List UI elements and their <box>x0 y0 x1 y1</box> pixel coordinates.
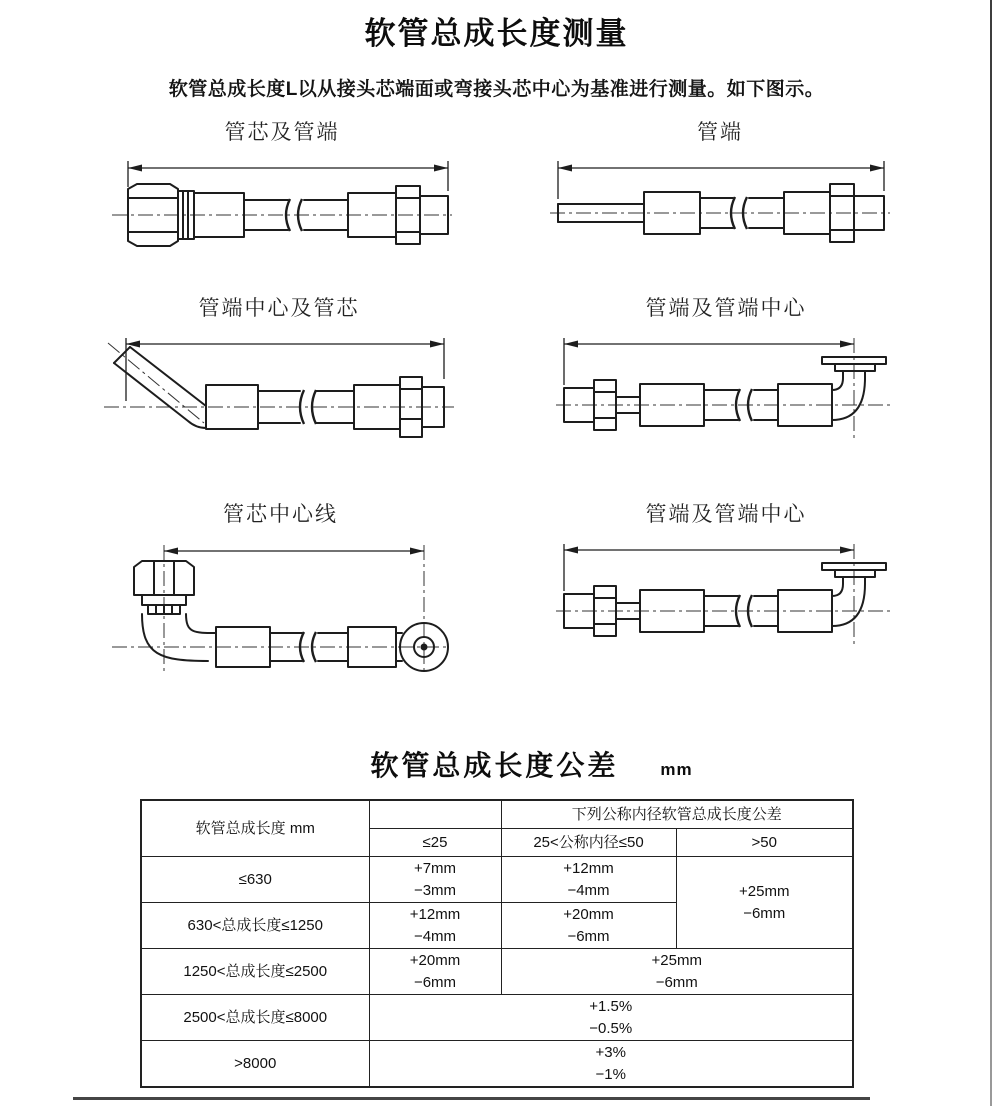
hose-diagram-tube-end <box>550 155 890 250</box>
tolerance-value: +25mm −6mm <box>676 857 853 949</box>
header-group: 下列公称内径软管总成长度公差 <box>501 800 853 829</box>
tolerance-value: +1.5% −0.5% <box>369 995 853 1041</box>
header-bore-25-50: 25<公称内径≤50 <box>501 829 676 857</box>
footer-rule <box>73 1097 870 1100</box>
tolerance-value: +20mm −6mm <box>501 903 676 949</box>
tolerance-value: +25mm −6mm <box>501 949 853 995</box>
diagram-label: 管芯及管端 <box>224 120 340 144</box>
diagram-block-1 <box>112 116 452 250</box>
diagram-block-2 <box>550 116 890 250</box>
row-range: >8000 <box>141 1041 369 1088</box>
hose-diagram-end-and-end-center-2 <box>556 537 896 652</box>
diagram-label: 管芯中心线 <box>223 502 338 526</box>
diagram-block-3 <box>104 292 454 446</box>
diagram-block-5 <box>108 498 453 677</box>
row-range: 1250<总成长度≤2500 <box>141 949 369 995</box>
hose-diagram-end-center-and-core <box>104 331 454 446</box>
tolerance-table <box>140 799 854 1088</box>
intro-text: 软管总成长度L以从接头芯端面或弯接头芯中心为基准进行测量。如下图示。 <box>168 79 825 100</box>
row-range: ≤630 <box>141 857 369 903</box>
hose-diagram-core-centerline <box>108 537 453 677</box>
diagram-label: 管端 <box>697 120 743 144</box>
diagram-block-6 <box>556 498 896 652</box>
header-bore-gt50: >50 <box>676 829 853 857</box>
tolerance-section-title <box>0 744 993 784</box>
diagram-label: 管端及管端中心 <box>645 296 807 320</box>
tolerance-value: +12mm −4mm <box>369 903 501 949</box>
tolerance-value: +3% −1% <box>369 1041 853 1088</box>
header-empty-cell <box>369 800 501 829</box>
unit-label: mm <box>660 760 693 779</box>
diagram-label: 管端中心及管芯 <box>198 296 360 320</box>
tolerance-title: 软管总成长度公差 <box>370 750 619 781</box>
tolerance-value: +7mm −3mm <box>369 857 501 903</box>
hose-diagram-core-and-tube-end <box>112 155 452 250</box>
row-range: 630<总成长度≤1250 <box>141 903 369 949</box>
header-length: 软管总成长度 mm <box>141 800 369 857</box>
page-edge-scan-line <box>990 0 992 1106</box>
tolerance-value: +12mm −4mm <box>501 857 676 903</box>
header-bore-le25: ≤25 <box>369 829 501 857</box>
row-range: 2500<总成长度≤8000 <box>141 995 369 1041</box>
page-title: 软管总成长度测量 <box>364 16 629 51</box>
diagram-label: 管端及管端中心 <box>645 502 807 526</box>
diagram-block-4 <box>556 292 896 446</box>
tolerance-value: +20mm −6mm <box>369 949 501 995</box>
hose-diagram-end-and-end-center <box>556 331 896 446</box>
